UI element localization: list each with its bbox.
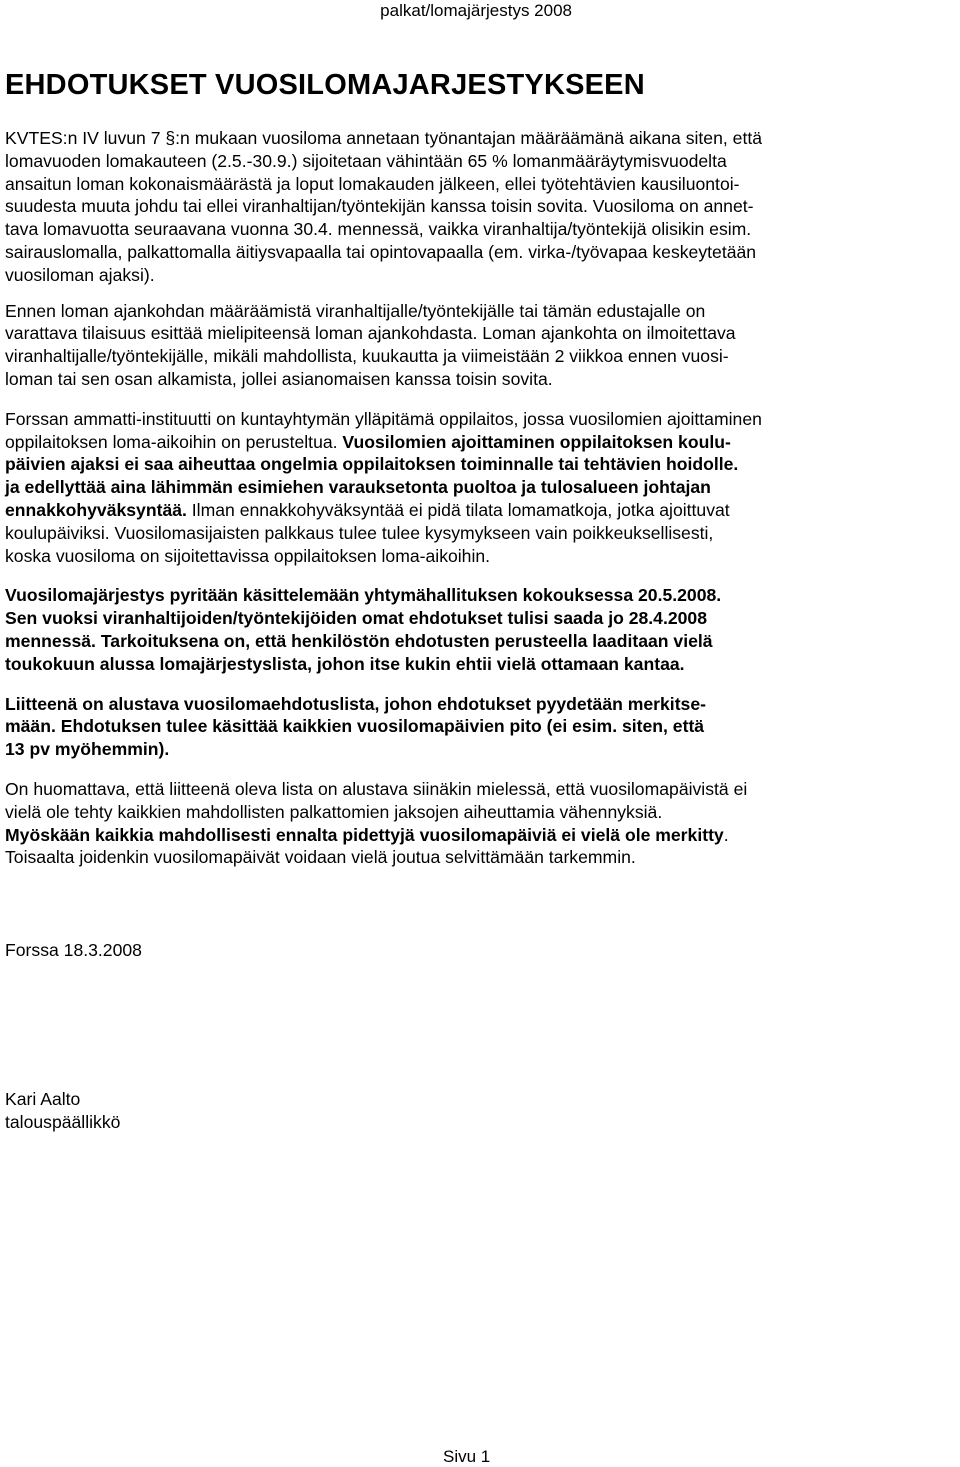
document-title: EHDOTUKSET VUOSILOMAJARJESTYKSEEN <box>5 69 645 101</box>
text-line: suudesta muuta johdu tai ellei viranhaltijan/työntekijän kanssa toisin sovita. Vuosiloma on annet- <box>5 196 754 217</box>
text-line: sairauslomalla, palkattomalla äitiysvapaalla tai opintovapaalla (em. virka-/työvapaa keskeytetään <box>5 241 757 262</box>
signature-block <box>5 1088 957 1134</box>
text-line: koska vuosiloma on sijoitettavissa oppilaitoksen loma-aikoihin. <box>5 545 491 566</box>
text-line: Ilman ennakkohyväksyntää ei pidä tilata lomamatkoja, jotka ajoittuvat <box>186 499 730 520</box>
text-line: Ennen loman ajankohdan määräämistä viranhaltijalle/työntekijälle tai tämän edustajalle on <box>5 300 706 321</box>
text-line: Liitteenä on alustava vuosilomaehdotuslista, johon ehdotukset pyydetään merkitse- <box>5 693 706 714</box>
text-line: Toisaalta joidenkin vuosilomapäivät voidaan vielä joutua selvittämään tarkemmin. <box>5 847 636 868</box>
bold-text: päivien ajaksi ei saa aiheuttaa ongelmia oppilaitoksen toiminnalle tai tehtävien hoidolle. <box>5 454 739 475</box>
signer-position: talouspäällikkö <box>5 1111 121 1132</box>
paragraph-schedule <box>5 584 957 675</box>
text-line: vuosiloman ajaksi). <box>5 264 155 285</box>
text-line: oppilaitoksen loma-aikoihin on perusteltua. <box>5 431 343 452</box>
text-line: KVTES:n IV luvun 7 §:n mukaan vuosiloma annetaan työnantajan määräämänä aikana siten, että <box>5 128 763 148</box>
text-line: viranhaltijalle/työntekijälle, mikäli mahdollista, kuukautta ja viimeistään 2 viikkoa ennen vuosi- <box>5 346 729 367</box>
text-line: toukokuun alussa lomajärjestyslista, johon itse kukin ehtii vielä ottamaan kantaa. <box>5 653 685 674</box>
text-line: . <box>723 824 729 845</box>
paragraph-attachment <box>5 693 957 761</box>
paragraph-kvtes <box>5 127 957 287</box>
text-line: 13 pv myöhemmin). <box>5 739 170 760</box>
paragraph-note <box>5 778 957 869</box>
bold-text: Vuosilomien ajoittaminen oppilaitoksen koulu- <box>342 431 731 452</box>
text-line: mennessä. Tarkoituksena on, että henkilöstön ehdotusten perusteella laaditaan vielä <box>5 630 713 651</box>
document-body <box>5 127 957 1134</box>
paragraph-forssa-institute <box>5 408 957 568</box>
document-header: palkat/lomajärjestys 2008 <box>380 1 572 20</box>
bold-text: ja edellyttää aina lähimmän esimiehen varauksetonta puoltoa ja tulosalueen johtajan <box>5 477 711 498</box>
text-line: varattava tilaisuus esittää mielipiteensä loman ajankohdasta. Loman ajankohta on ilmoitettava <box>5 323 736 344</box>
text-line: vielä ole tehty kaikkien mahdollisten palkattomien jaksojen aiheuttamia vähennyksiä. <box>5 801 663 822</box>
text-line: koulupäiviksi. Vuosilomasijaisten palkkaus tulee tulee kysymykseen vain poikkeuksellisesti, <box>5 522 714 543</box>
text-line: ansaitun loman kokonaismäärästä ja loput lomakauden jälkeen, ellei työtehtävien kausiluontoi- <box>5 173 740 194</box>
bold-text: ennakkohyväksyntää. <box>5 499 187 520</box>
text-line: Vuosilomajärjestys pyritään käsittelemään yhtymähallituksen kokouksessa 20.5.2008. <box>5 585 722 606</box>
bold-text: Myöskään kaikkia mahdollisesti ennalta pidettyjä vuosilomapäiviä ei vielä ole merkitty <box>5 824 724 845</box>
text-line: Forssan ammatti-instituutti on kuntayhtymän ylläpitämä oppilaitos, jossa vuosilomien ajoittaminen <box>5 408 762 429</box>
text-line: loman tai sen osan alkamista, jollei asianomaisen kanssa toisin sovita. <box>5 368 553 389</box>
signer-name: Kari Aalto <box>5 1088 81 1109</box>
text-line: Sen vuoksi viranhaltijoiden/työntekijöiden omat ehdotukset tulisi saada jo 28.4.2008 <box>5 608 707 629</box>
text-line: mään. Ehdotuksen tulee käsittää kaikkien vuosilomapäivien pito (ei esim. siten, että <box>5 716 705 737</box>
paragraph-notice <box>5 300 957 391</box>
text-line: On huomattava, että liitteenä oleva lista on alustava siinäkin mielessä, että vuosilomapäivistä ei <box>5 778 748 799</box>
place-date: Forssa 18.3.2008 <box>5 940 142 961</box>
text-line: lomavuoden lomakauteen (2.5.-30.9.) sijoitetaan vähintään 65 % lomanmääräytymisvuodelta <box>5 150 727 171</box>
text-line: tava lomavuotta seuraavana vuonna 30.4. mennessä, vaikka viranhaltija/työntekijä olisikin esim. <box>5 219 752 240</box>
page-number: Sivu 1 <box>443 1447 491 1466</box>
